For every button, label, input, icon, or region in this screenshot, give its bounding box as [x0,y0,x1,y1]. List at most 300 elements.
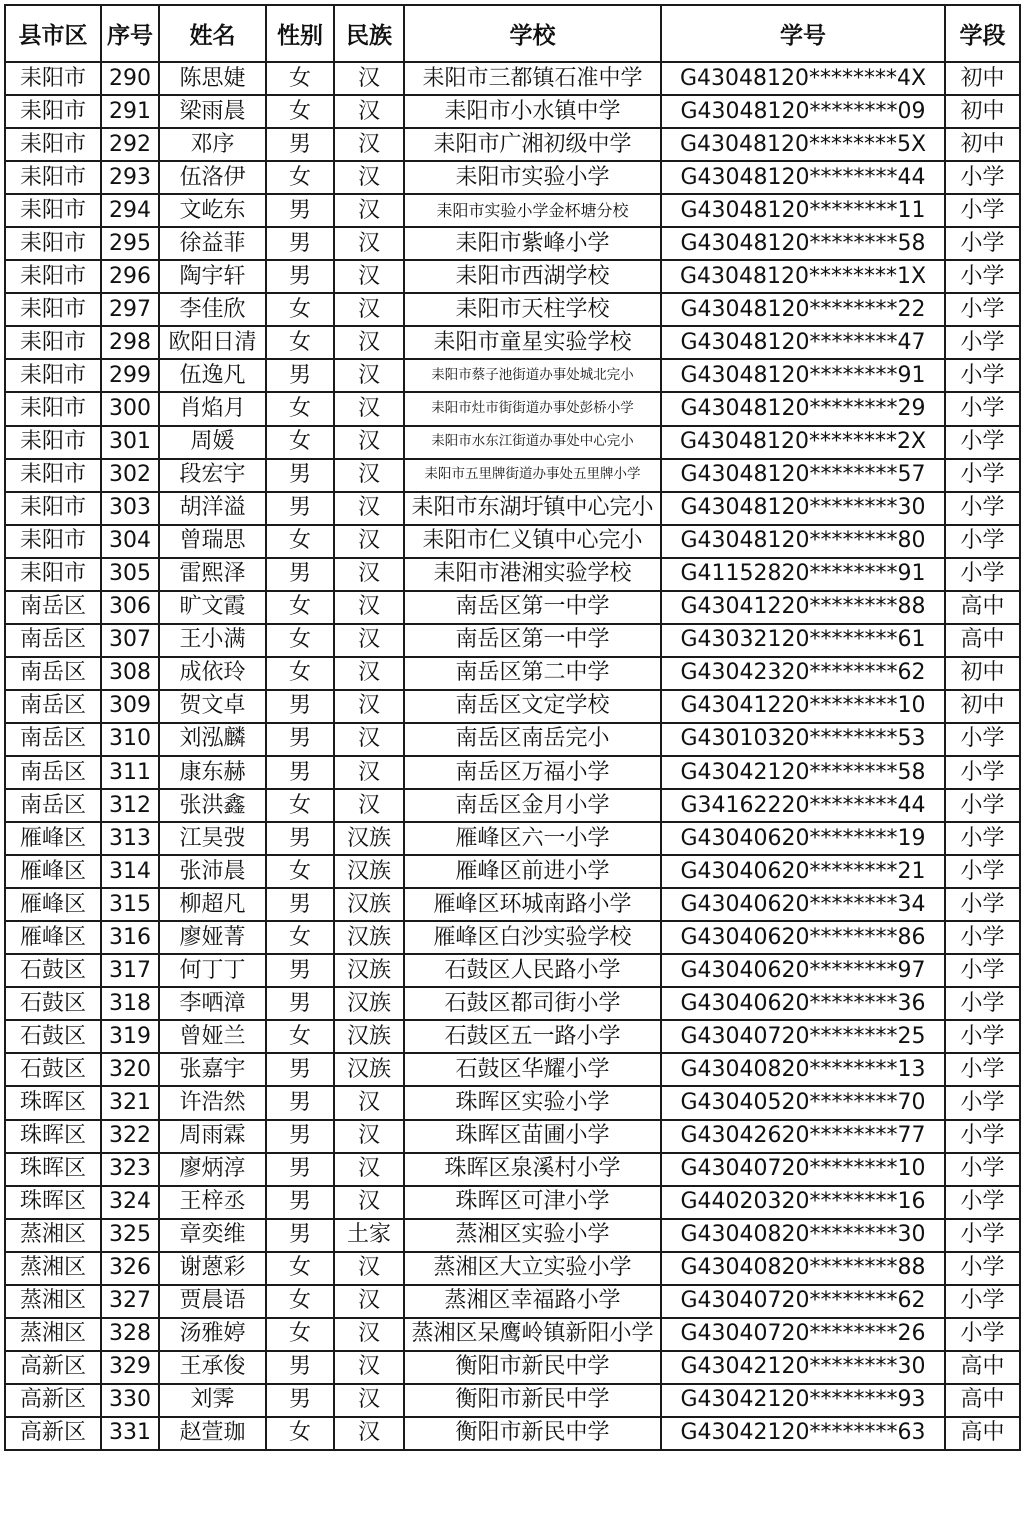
cell-school: 南岳区金月小学 [404,789,661,822]
table-row [5,1086,1020,1119]
cell-gender: 女 [266,392,334,425]
cell-stage: 初中 [945,62,1020,95]
cell-county: 珠晖区 [5,1153,101,1186]
cell-name: 王承俊 [159,1351,266,1384]
cell-gender: 男 [266,888,334,921]
cell-name: 文屹东 [159,194,266,227]
cell-ethnicity: 汉 [334,1417,404,1450]
cell-gender: 男 [266,1219,334,1252]
cell-gender: 男 [266,359,334,392]
cell-ethnicity: 汉 [334,227,404,260]
cell-stage: 小学 [945,194,1020,227]
cell-student-id: G34162220********44 [661,789,945,822]
cell-county: 南岳区 [5,624,101,657]
cell-school: 耒阳市实验小学金杯塘分校 [404,194,661,227]
cell-student-id: G43048120********2X [661,426,945,459]
cell-no: 298 [101,326,159,359]
cell-school: 耒阳市紫峰小学 [404,227,661,260]
cell-stage: 小学 [945,789,1020,822]
cell-stage: 小学 [945,1219,1020,1252]
cell-gender: 女 [266,1285,334,1318]
cell-student-id: G43040820********88 [661,1252,945,1285]
table-row [5,822,1020,855]
cell-no: 320 [101,1053,159,1086]
header-ethnicity: 民族 [334,5,404,62]
cell-student-id: G43040520********70 [661,1086,945,1119]
cell-ethnicity: 汉 [334,95,404,128]
cell-ethnicity: 汉 [334,62,404,95]
cell-county: 蒸湘区 [5,1318,101,1351]
cell-ethnicity: 汉 [334,1186,404,1219]
cell-no: 291 [101,95,159,128]
cell-no: 293 [101,161,159,194]
cell-name: 柳超凡 [159,888,266,921]
cell-county: 蒸湘区 [5,1219,101,1252]
cell-ethnicity: 汉 [334,1153,404,1186]
cell-ethnicity: 汉 [334,1086,404,1119]
cell-name: 章奕维 [159,1219,266,1252]
cell-school: 雁峰区六一小学 [404,822,661,855]
cell-name: 王小满 [159,624,266,657]
cell-school: 石鼓区华耀小学 [404,1053,661,1086]
cell-ethnicity: 汉 [334,1384,404,1417]
cell-name: 段宏宇 [159,459,266,492]
cell-ethnicity: 汉 [334,128,404,161]
cell-county: 石鼓区 [5,1053,101,1086]
cell-ethnicity: 汉 [334,690,404,723]
cell-student-id: G43040720********62 [661,1285,945,1318]
cell-student-id: G43048120********5X [661,128,945,161]
cell-stage: 小学 [945,1020,1020,1053]
cell-gender: 女 [266,591,334,624]
cell-ethnicity: 土家 [334,1219,404,1252]
cell-school: 珠晖区苗圃小学 [404,1120,661,1153]
cell-stage: 初中 [945,95,1020,128]
cell-school: 耒阳市东湖圩镇中心完小 [404,492,661,525]
cell-student-id: G43040720********10 [661,1153,945,1186]
cell-student-id: G43048120********80 [661,525,945,558]
cell-ethnicity: 汉 [334,293,404,326]
cell-county: 耒阳市 [5,161,101,194]
cell-county: 高新区 [5,1384,101,1417]
cell-name: 贾晨语 [159,1285,266,1318]
cell-stage: 小学 [945,822,1020,855]
cell-county: 雁峰区 [5,822,101,855]
cell-student-id: G43040620********36 [661,987,945,1020]
cell-ethnicity: 汉族 [334,921,404,954]
cell-county: 南岳区 [5,657,101,690]
cell-gender: 女 [266,1318,334,1351]
cell-student-id: G43048120********4X [661,62,945,95]
cell-student-id: G43040620********21 [661,855,945,888]
table-row [5,128,1020,161]
cell-county: 耒阳市 [5,293,101,326]
cell-school: 耒阳市西湖学校 [404,260,661,293]
table-row [5,1417,1020,1450]
cell-gender: 男 [266,1086,334,1119]
cell-no: 300 [101,392,159,425]
header-row [5,5,1020,62]
table-row [5,1285,1020,1318]
cell-county: 雁峰区 [5,855,101,888]
cell-school: 耒阳市水东江街道办事处中心完小 [404,426,661,459]
cell-no: 303 [101,492,159,525]
cell-school: 石鼓区人民路小学 [404,954,661,987]
cell-name: 欧阳日清 [159,326,266,359]
cell-school: 蒸湘区呆鹰岭镇新阳小学 [404,1318,661,1351]
cell-county: 南岳区 [5,690,101,723]
cell-stage: 小学 [945,525,1020,558]
cell-gender: 男 [266,558,334,591]
table-row [5,921,1020,954]
cell-name: 刘霁 [159,1384,266,1417]
table-row [5,789,1020,822]
cell-gender: 女 [266,657,334,690]
cell-county: 南岳区 [5,723,101,756]
cell-county: 珠晖区 [5,1186,101,1219]
cell-stage: 小学 [945,1252,1020,1285]
cell-gender: 女 [266,326,334,359]
cell-stage: 高中 [945,1417,1020,1450]
table-row [5,293,1020,326]
cell-student-id: G43041220********10 [661,690,945,723]
table-row [5,1186,1020,1219]
cell-ethnicity: 汉 [334,260,404,293]
cell-name: 伍逸凡 [159,359,266,392]
cell-ethnicity: 汉 [334,756,404,789]
cell-no: 328 [101,1318,159,1351]
cell-no: 321 [101,1086,159,1119]
cell-county: 高新区 [5,1417,101,1450]
cell-gender: 男 [266,1384,334,1417]
cell-name: 康东赫 [159,756,266,789]
cell-stage: 小学 [945,459,1020,492]
cell-stage: 高中 [945,1351,1020,1384]
cell-county: 南岳区 [5,591,101,624]
cell-county: 耒阳市 [5,260,101,293]
cell-gender: 男 [266,260,334,293]
cell-name: 肖焰月 [159,392,266,425]
cell-no: 296 [101,260,159,293]
cell-no: 323 [101,1153,159,1186]
cell-school: 耒阳市灶市街街道办事处彭桥小学 [404,392,661,425]
cell-gender: 女 [266,62,334,95]
cell-ethnicity: 汉族 [334,954,404,987]
cell-county: 耒阳市 [5,128,101,161]
cell-student-id: G43048120********09 [661,95,945,128]
cell-stage: 小学 [945,756,1020,789]
cell-no: 312 [101,789,159,822]
cell-student-id: G43048120********11 [661,194,945,227]
cell-stage: 小学 [945,492,1020,525]
cell-school: 蒸湘区实验小学 [404,1219,661,1252]
table-row [5,525,1020,558]
cell-no: 306 [101,591,159,624]
table-row [5,459,1020,492]
cell-stage: 小学 [945,888,1020,921]
table-row [5,260,1020,293]
cell-student-id: G43048120********58 [661,227,945,260]
cell-student-id: G43040820********30 [661,1219,945,1252]
cell-name: 许浩然 [159,1086,266,1119]
cell-ethnicity: 汉 [334,492,404,525]
cell-stage: 小学 [945,921,1020,954]
cell-student-id: G43048120********30 [661,492,945,525]
cell-name: 邓序 [159,128,266,161]
cell-gender: 女 [266,525,334,558]
cell-gender: 女 [266,161,334,194]
header-no: 序号 [101,5,159,62]
cell-no: 318 [101,987,159,1020]
table-row [5,624,1020,657]
cell-stage: 小学 [945,293,1020,326]
cell-no: 313 [101,822,159,855]
table-row [5,1318,1020,1351]
cell-name: 张洪鑫 [159,789,266,822]
cell-gender: 女 [266,1252,334,1285]
cell-student-id: G43042120********58 [661,756,945,789]
cell-county: 耒阳市 [5,392,101,425]
cell-name: 张沛晨 [159,855,266,888]
cell-no: 305 [101,558,159,591]
cell-county: 耒阳市 [5,359,101,392]
table-row [5,855,1020,888]
cell-stage: 初中 [945,128,1020,161]
cell-no: 299 [101,359,159,392]
cell-name: 刘泓麟 [159,723,266,756]
cell-student-id: G43041220********88 [661,591,945,624]
cell-name: 张嘉宇 [159,1053,266,1086]
cell-student-id: G43042320********62 [661,657,945,690]
cell-stage: 高中 [945,1384,1020,1417]
cell-county: 珠晖区 [5,1086,101,1119]
table-row [5,1153,1020,1186]
cell-ethnicity: 汉 [334,1285,404,1318]
cell-no: 308 [101,657,159,690]
cell-stage: 小学 [945,426,1020,459]
cell-school: 南岳区万福小学 [404,756,661,789]
cell-no: 297 [101,293,159,326]
cell-gender: 男 [266,1351,334,1384]
cell-no: 301 [101,426,159,459]
cell-county: 石鼓区 [5,954,101,987]
cell-name: 江昊弢 [159,822,266,855]
cell-name: 李哂漳 [159,987,266,1020]
cell-school: 南岳区文定学校 [404,690,661,723]
cell-stage: 小学 [945,987,1020,1020]
header-county: 县市区 [5,5,101,62]
cell-student-id: G43010320********53 [661,723,945,756]
student-roster-table [4,4,1021,1451]
cell-stage: 高中 [945,591,1020,624]
table-row [5,1252,1020,1285]
cell-gender: 男 [266,227,334,260]
cell-school: 衡阳市新民中学 [404,1351,661,1384]
cell-gender: 女 [266,95,334,128]
cell-stage: 小学 [945,227,1020,260]
cell-county: 雁峰区 [5,921,101,954]
table-row [5,492,1020,525]
table-row [5,756,1020,789]
cell-ethnicity: 汉 [334,194,404,227]
table-row [5,392,1020,425]
cell-name: 成依玲 [159,657,266,690]
cell-student-id: G43040720********26 [661,1318,945,1351]
table-row [5,194,1020,227]
table-row [5,888,1020,921]
cell-no: 314 [101,855,159,888]
cell-county: 南岳区 [5,789,101,822]
cell-school: 珠晖区泉溪村小学 [404,1153,661,1186]
cell-gender: 女 [266,1417,334,1450]
cell-school: 雁峰区前进小学 [404,855,661,888]
cell-no: 317 [101,954,159,987]
cell-county: 耒阳市 [5,95,101,128]
cell-gender: 男 [266,1120,334,1153]
cell-no: 322 [101,1120,159,1153]
cell-no: 329 [101,1351,159,1384]
cell-name: 伍洛伊 [159,161,266,194]
cell-county: 蒸湘区 [5,1252,101,1285]
table-row [5,161,1020,194]
cell-gender: 男 [266,1153,334,1186]
cell-ethnicity: 汉 [334,161,404,194]
cell-no: 304 [101,525,159,558]
cell-ethnicity: 汉 [334,657,404,690]
cell-no: 331 [101,1417,159,1450]
cell-ethnicity: 汉 [334,459,404,492]
cell-county: 南岳区 [5,756,101,789]
cell-student-id: G44020320********16 [661,1186,945,1219]
cell-gender: 男 [266,987,334,1020]
cell-student-id: G43040620********19 [661,822,945,855]
cell-gender: 男 [266,723,334,756]
cell-no: 311 [101,756,159,789]
cell-county: 耒阳市 [5,459,101,492]
cell-student-id: G43048120********1X [661,260,945,293]
cell-stage: 小学 [945,260,1020,293]
table-row [5,359,1020,392]
cell-student-id: G43048120********44 [661,161,945,194]
cell-county: 耒阳市 [5,426,101,459]
cell-school: 蒸湘区大立实验小学 [404,1252,661,1285]
header-name: 姓名 [159,5,266,62]
cell-stage: 小学 [945,359,1020,392]
cell-ethnicity: 汉 [334,624,404,657]
cell-name: 周媛 [159,426,266,459]
cell-school: 耒阳市蔡子池街道办事处城北完小 [404,359,661,392]
cell-ethnicity: 汉 [334,558,404,591]
cell-gender: 女 [266,1020,334,1053]
header-student-id: 学号 [661,5,945,62]
cell-no: 319 [101,1020,159,1053]
cell-no: 327 [101,1285,159,1318]
cell-name: 廖炳淳 [159,1153,266,1186]
cell-gender: 男 [266,1053,334,1086]
cell-name: 陶宇轩 [159,260,266,293]
cell-no: 309 [101,690,159,723]
table-row [5,426,1020,459]
cell-stage: 小学 [945,954,1020,987]
cell-school: 衡阳市新民中学 [404,1384,661,1417]
table-row [5,95,1020,128]
cell-gender: 男 [266,756,334,789]
cell-name: 旷文霞 [159,591,266,624]
cell-gender: 男 [266,492,334,525]
cell-student-id: G43032120********61 [661,624,945,657]
cell-stage: 小学 [945,1120,1020,1153]
cell-name: 胡洋溢 [159,492,266,525]
cell-ethnicity: 汉 [334,591,404,624]
cell-no: 325 [101,1219,159,1252]
cell-student-id: G43042620********77 [661,1120,945,1153]
cell-student-id: G43042120********93 [661,1384,945,1417]
cell-student-id: G43048120********29 [661,392,945,425]
cell-name: 汤雅婷 [159,1318,266,1351]
cell-stage: 小学 [945,326,1020,359]
cell-ethnicity: 汉族 [334,1053,404,1086]
cell-ethnicity: 汉族 [334,1020,404,1053]
header-stage: 学段 [945,5,1020,62]
cell-ethnicity: 汉 [334,359,404,392]
cell-gender: 女 [266,293,334,326]
cell-stage: 初中 [945,690,1020,723]
cell-student-id: G43048120********47 [661,326,945,359]
cell-no: 330 [101,1384,159,1417]
cell-school: 石鼓区五一路小学 [404,1020,661,1053]
cell-stage: 高中 [945,624,1020,657]
cell-no: 324 [101,1186,159,1219]
header-school: 学校 [404,5,661,62]
table-row [5,227,1020,260]
cell-ethnicity: 汉 [334,525,404,558]
cell-no: 310 [101,723,159,756]
table-row [5,1053,1020,1086]
cell-ethnicity: 汉 [334,392,404,425]
cell-name: 曾娅兰 [159,1020,266,1053]
cell-no: 302 [101,459,159,492]
table-row [5,690,1020,723]
cell-school: 南岳区第一中学 [404,591,661,624]
table-row [5,558,1020,591]
table-row [5,657,1020,690]
cell-name: 何丁丁 [159,954,266,987]
cell-school: 石鼓区都司街小学 [404,987,661,1020]
cell-student-id: G43048120********57 [661,459,945,492]
table-row [5,1384,1020,1417]
cell-school: 雁峰区白沙实验学校 [404,921,661,954]
cell-stage: 小学 [945,855,1020,888]
cell-school: 珠晖区可津小学 [404,1186,661,1219]
cell-gender: 女 [266,921,334,954]
cell-student-id: G43040620********34 [661,888,945,921]
cell-name: 李佳欣 [159,293,266,326]
cell-school: 耒阳市天柱学校 [404,293,661,326]
cell-county: 耒阳市 [5,194,101,227]
cell-ethnicity: 汉 [334,1120,404,1153]
cell-stage: 小学 [945,1153,1020,1186]
cell-county: 耒阳市 [5,326,101,359]
cell-no: 316 [101,921,159,954]
cell-ethnicity: 汉族 [334,822,404,855]
cell-stage: 小学 [945,558,1020,591]
cell-stage: 小学 [945,392,1020,425]
cell-gender: 男 [266,1186,334,1219]
cell-no: 292 [101,128,159,161]
cell-school: 耒阳市三都镇石准中学 [404,62,661,95]
cell-stage: 小学 [945,723,1020,756]
cell-student-id: G43040620********86 [661,921,945,954]
